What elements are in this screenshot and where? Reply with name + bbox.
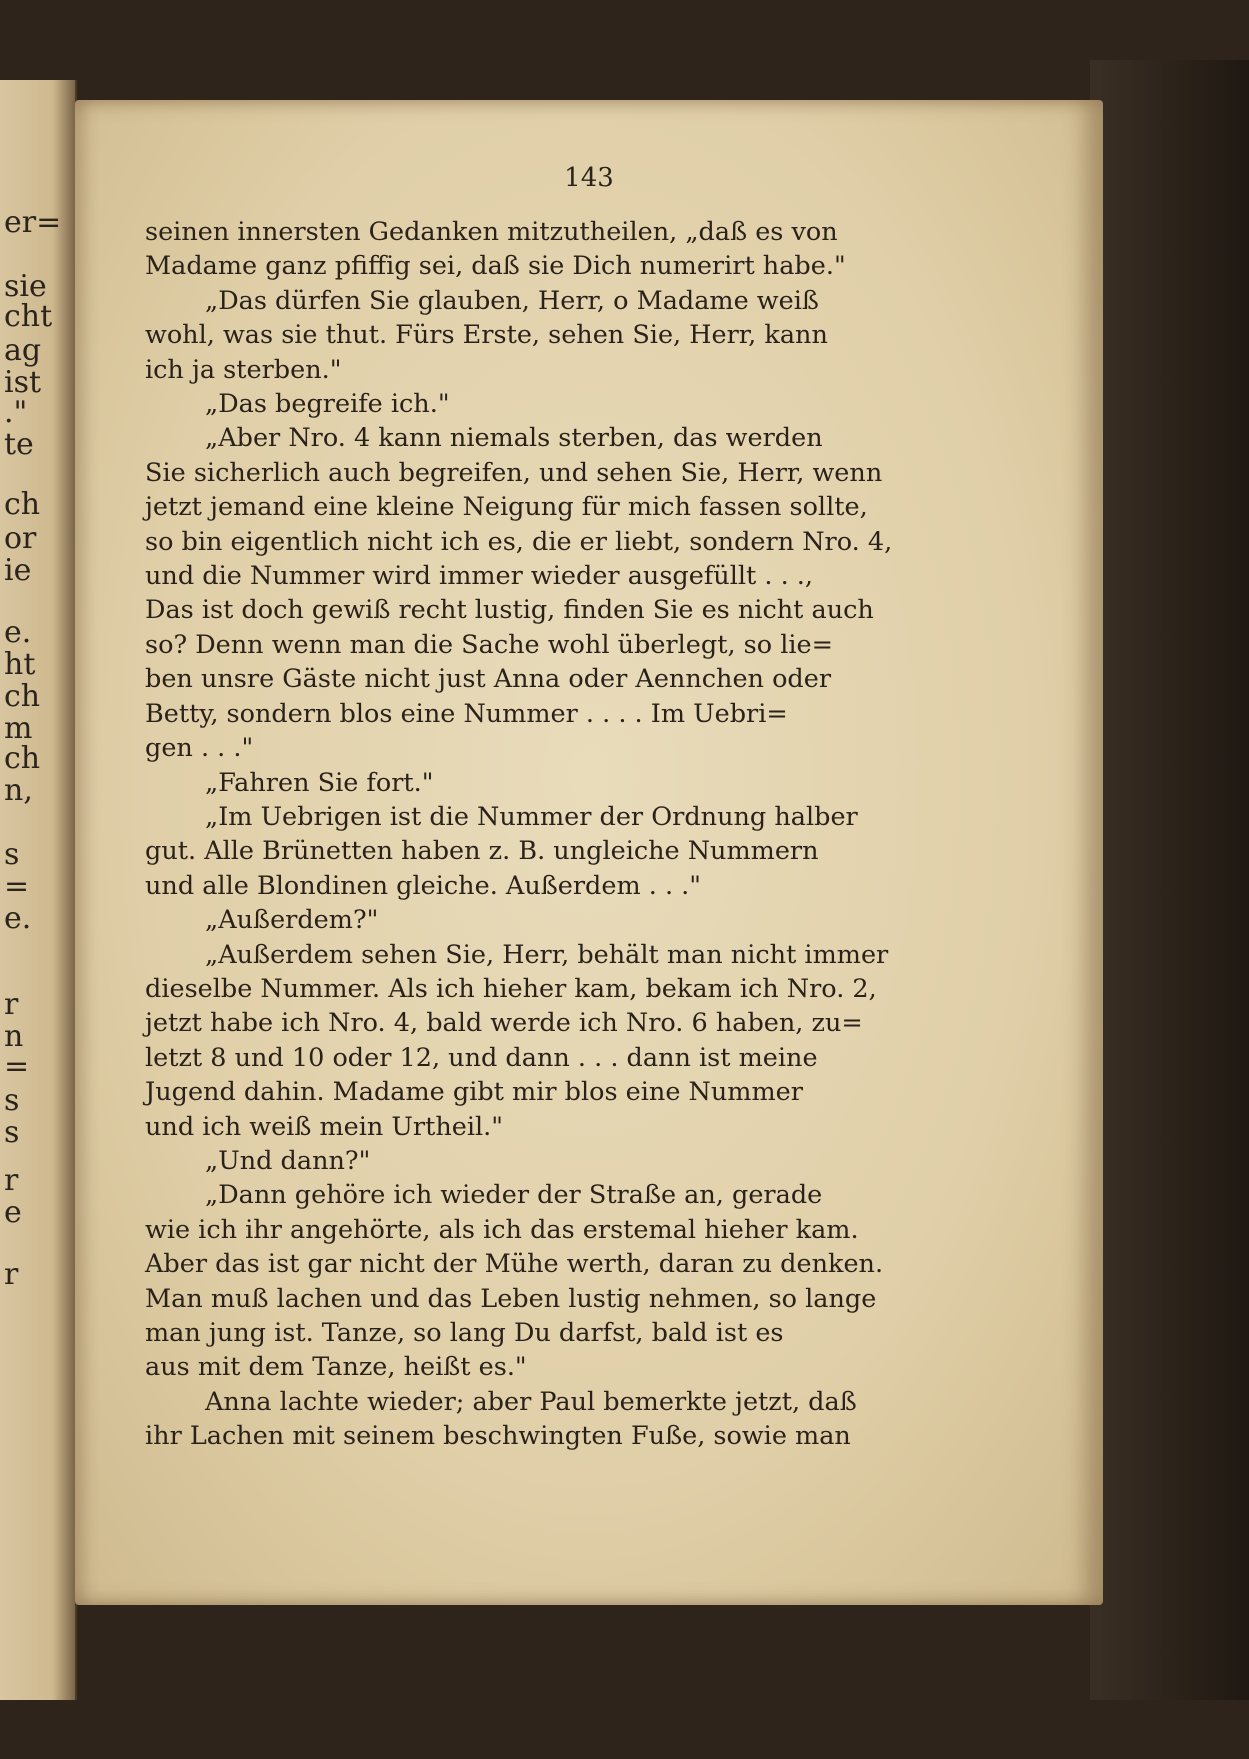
book-cover-edge bbox=[1090, 60, 1249, 1700]
text-line: Betty, sondern blos eine Nummer . . . . Im Uebri= bbox=[145, 698, 788, 729]
page-body-text bbox=[145, 215, 1017, 1454]
text-line: „Aber Nro. 4 kann niemals sterben, das werden bbox=[205, 423, 823, 454]
text-line: „Und dann?" bbox=[205, 1145, 371, 1176]
left-page-fragment: r bbox=[4, 1163, 19, 1198]
left-page-fragment: e. bbox=[4, 901, 32, 936]
text-line: so bin eigentlich nicht ich es, die er liebt, sondern Nro. 4, bbox=[145, 526, 893, 557]
text-line: jetzt habe ich Nro. 4, bald werde ich Nro. 6 haben, zu= bbox=[145, 1008, 863, 1039]
left-page-fragment: cht bbox=[4, 299, 53, 334]
left-page-fragment: ." bbox=[4, 395, 28, 430]
left-page-fragment: n, bbox=[4, 773, 33, 808]
text-line: Aber das ist gar nicht der Mühe werth, daran zu denken. bbox=[145, 1249, 884, 1280]
text-line: Madame ganz pfiffig sei, daß sie Dich numerirt habe." bbox=[145, 251, 846, 282]
text-line: „Fahren Sie fort." bbox=[205, 767, 434, 798]
text-line: „Das dürfen Sie glauben, Herr, o Madame weiß bbox=[205, 285, 819, 316]
left-page-fragment: ie bbox=[4, 553, 32, 588]
text-line: ihr Lachen mit seinem beschwingten Fuße, sowie man bbox=[145, 1421, 851, 1452]
text-line: „Außerdem?" bbox=[205, 905, 379, 936]
text-line: „Im Uebrigen ist die Nummer der Ordnung halber bbox=[205, 801, 858, 832]
left-page-fragment: ist bbox=[4, 365, 42, 400]
left-page-fragment: e. bbox=[4, 615, 32, 650]
left-page-fragment: ch bbox=[4, 679, 41, 714]
text-line: Man muß lachen und das Leben lustig nehmen, so lange bbox=[145, 1283, 877, 1314]
text-line: ich ja sterben." bbox=[145, 354, 342, 385]
text-line: wohl, was sie thut. Fürs Erste, sehen Sie, Herr, kann bbox=[145, 320, 828, 351]
left-page-fragment: m bbox=[4, 711, 33, 746]
left-page-fragment: r bbox=[4, 987, 19, 1022]
text-line: dieselbe Nummer. Als ich hieher kam, bekam ich Nro. 2, bbox=[145, 973, 877, 1004]
text-line: wie ich ihr angehörte, als ich das erstemal hieher kam. bbox=[145, 1214, 859, 1245]
left-page-fragment: n bbox=[4, 1019, 24, 1054]
page-number: 143 bbox=[564, 163, 614, 193]
text-line: Jugend dahin. Madame gibt mir blos eine Nummer bbox=[145, 1077, 803, 1108]
text-line: und alle Blondinen gleiche. Außerdem . . ." bbox=[145, 870, 702, 901]
text-line: aus mit dem Tanze, heißt es." bbox=[145, 1352, 527, 1383]
left-page-fragment: r bbox=[4, 1257, 19, 1292]
left-page-fragment: ag bbox=[4, 333, 42, 368]
text-line: letzt 8 und 10 oder 12, und dann . . . dann ist meine bbox=[145, 1042, 818, 1073]
text-line: gen . . ." bbox=[145, 733, 254, 764]
book-page bbox=[75, 100, 1103, 1605]
left-page-edge bbox=[0, 80, 77, 1700]
text-line: gut. Alle Brünetten haben z. B. ungleiche Nummern bbox=[145, 836, 819, 867]
left-page-fragment: sie bbox=[4, 269, 47, 304]
left-page-fragment: s bbox=[4, 1083, 20, 1118]
text-line: so? Denn wenn man die Sache wohl überlegt, so lie= bbox=[145, 629, 833, 660]
text-line: „Das begreife ich." bbox=[205, 389, 450, 420]
text-line: seinen innersten Gedanken mitzutheilen, „daß es von bbox=[145, 217, 838, 247]
text-line: Sie sicherlich auch begreifen, und sehen Sie, Herr, wenn bbox=[145, 457, 883, 488]
text-line: „Außerdem sehen Sie, Herr, behält man nicht immer bbox=[205, 939, 889, 970]
left-page-fragment: = bbox=[4, 1049, 30, 1084]
left-page-fragment: or bbox=[4, 521, 37, 556]
left-page-fragment: er= bbox=[4, 205, 62, 240]
left-page-fragment: e bbox=[4, 1195, 22, 1230]
text-line: jetzt jemand eine kleine Neigung für mich fassen sollte, bbox=[145, 492, 868, 523]
text-line: Das ist doch gewiß recht lustig, finden Sie es nicht auch bbox=[145, 595, 874, 626]
left-page-fragment: ch bbox=[4, 487, 41, 522]
left-page-fragment: s bbox=[4, 837, 20, 872]
text-line: Anna lachte wieder; aber Paul bemerkte jetzt, daß bbox=[205, 1386, 857, 1417]
left-page-fragment: ht bbox=[4, 647, 36, 682]
left-page-fragment: s bbox=[4, 1115, 20, 1150]
text-line: „Dann gehöre ich wieder der Straße an, gerade bbox=[205, 1180, 823, 1211]
left-page-fragment: = bbox=[4, 869, 30, 904]
text-line: und die Nummer wird immer wieder ausgefüllt . . ., bbox=[145, 561, 814, 592]
text-line: ben unsre Gäste nicht just Anna oder Aennchen oder bbox=[145, 664, 832, 695]
text-line: man jung ist. Tanze, so lang Du darfst, bald ist es bbox=[145, 1318, 784, 1348]
left-page-fragment: te bbox=[4, 427, 34, 462]
text-line: und ich weiß mein Urtheil." bbox=[145, 1111, 503, 1142]
left-page-fragment: ch bbox=[4, 741, 41, 776]
